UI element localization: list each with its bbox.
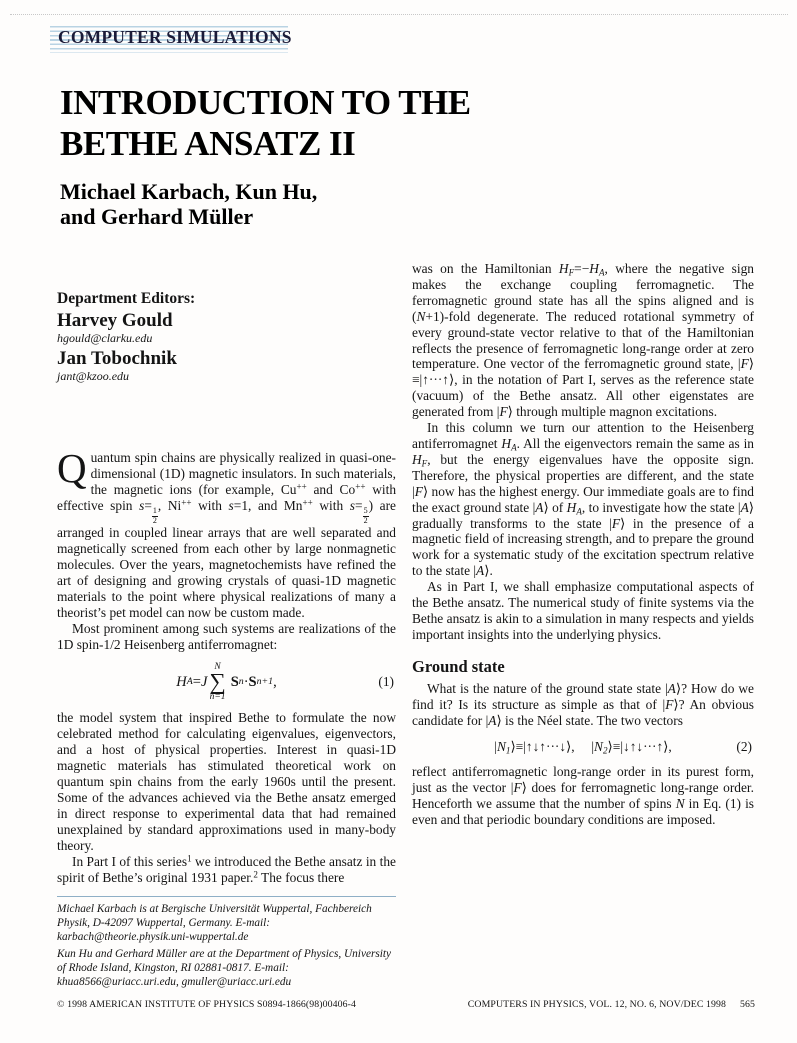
author-footnotes [57,896,396,994]
department-editors-heading: Department Editors: [57,290,196,307]
authors [60,179,317,229]
paragraph-ground-state: What is the nature of the ground state state |A⟩? How do we find it? Is its structure as simple as that of |F⟩? An obvious candidate for |A⟩ is the Néel state. The two vectors [412,680,755,728]
editor-name: Harvey Gould [57,310,173,331]
footer-copyright: © 1998 AMERICAN INSTITUTE OF PHYSICS S0894-1866(98)00406-4 [57,999,356,1010]
page-top-rule [10,14,788,15]
page-title-line2: BETHE ANSATZ II [60,124,356,163]
right-column [412,261,754,828]
left-column [57,290,396,885]
section-banner [50,26,292,53]
equation-1-body: H A = J N ∑ n=1 S n · S n+1 , [176,661,277,702]
paragraph-prominent: Most prominent among such systems are realizations of the 1D spin-1/2 Heisenberg antiferromagnet: [57,620,396,652]
authors-line2: and Gerhard Müller [60,204,254,229]
page-title [60,82,471,164]
ground-state-heading: Ground state [412,656,505,676]
summation-symbol: N ∑ n=1 [209,661,226,702]
equation-2-body: $|N_1⟩\equiv|↑↓↑\cdot\cdot\cdot↓⟩$, $|N_2⟩\equiv|↓↑↓\cdot\cdot\cdot↑⟩$, [494,739,672,757]
editor-email: jant@kzoo.edu [57,369,130,383]
department-editors [57,290,396,384]
equation-1-number: (1) [378,674,394,690]
paragraph-this-column: In this column we turn our attention to the Heisenberg antiferromagnet $H_A$. All the eigenvectors remain the same as in $H_F$, but the energy eigenvalues have the opposite sign. Therefore, the physical properties are different, and the state |F⟩ now has the highest energy. Our immediate goals are to find the exact ground state |A⟩ of $H_A$, to investigate how the state |A⟩ gradually transforms to the state |F⟩ in the presence of a magnetic field of increasing strength, and to prepare the ground work for a systematic study of the excitation spectrum relative to the state |A⟩. [412,420,755,579]
paragraph-neel-order: reflect antiferromagnetic long-range order in its purest form, just as the vector |F⟩ does for ferromagnetic long-range order. Henceforth we assume that the number of spins N in Eq. (1) is even and that periodic boundary conditions are imposed. [412,764,755,828]
paragraph-hamiltonian: was on the Hamiltonian $H_F=-H_A$, where the negative sign makes the exchange coupling ferromagnetic. The ferromagnetic ground state has all the spins aligned and is (N+1)-fold degenerate. The reduced rotational symmetry of every ground-state vector relative to that of the Hamiltonian reflects the presence of ferromagnetic long-range order at zero temperature. One vector of the ferromagnetic ground state, |F⟩≡|↑···↑⟩, in the notation of Part I, serves as the reference state (vacuum) of the Bethe ansatz. All other eigenstates are generated from |F⟩ through multiple magnon excitations. [412,261,754,420]
dropcap-q: Q [57,445,87,491]
authors-line1: Michael Karbach, Kun Hu, [60,179,318,204]
footnote-rule [57,896,396,897]
equation-1 [57,660,396,704]
section-banner-label: COMPUTER SIMULATIONS [58,27,292,47]
equation-2 [412,734,754,760]
footnote-hu-muller: Kun Hu and Gerhard Müller are at the Department of Physics, University of Rhode Island, Kingston, RI 02881-0817. E-mail: khua8566@uriacc.uri.edu, gmuller@uriacc.uri.edu [57,948,392,988]
editor-email: hgould@clarku.edu [57,331,153,345]
paragraph-part-one: In Part I of this series$^1$ we introduced the Bethe ansatz in the spirit of Bethe’s original 1931 paper.$^2$ The focus there [57,853,396,885]
footnote-karbach: Michael Karbach is at Bergische Universität Wuppertal, Fachbereich Physik, D-42097 Wuppertal, Germany. E-mail: karbach@theorie.physik.uni-wuppertal.de [57,903,372,943]
editor-name: Jan Tobochnik [57,348,177,369]
paragraph-intro [57,445,397,621]
page-number: 565 [740,999,755,1010]
page-footer [57,999,755,1010]
paragraph-intro-text: uantum spin chains are physically realized in quasi-one-dimensional (1D) magnetic insulators. In such materials, the magnetic ions (for example, Cu++ and Co++ with effective spin s= $\frac{1}{2}$ , Ni++ with s=1, and Mn++ with s= $\frac{5}{2}$ ) are arranged in coupled linear arrays that are well separated and magnetically screened from each other by large nonmagnetic molecules. Over the years, magnetochemists have refined the art of designing and growing crystals of quasi-1D magnetic materials to the point where physical realizations of many a theorist’s pet model can now be custom made. [57,450,397,620]
paragraph-computational: As in Part I, we shall emphasize computational aspects of the Bethe ansatz. The numerical study of finite systems via the Bethe ansatz is akin to a simulation in many respects and yields important insights into the underlying physics. [412,579,754,642]
footer-journal-info: COMPUTERS IN PHYSICS, VOL. 12, NO. 6, NOV/DEC 1998 565 [467,999,755,1010]
page-title-line1: INTRODUCTION TO THE [60,83,471,122]
paragraph-model-system: the model system that inspired Bethe to formulate the now celebrated method for calculating eigenvalues, eigenvectors, and a host of physical properties. Interest in quasi-1D magnetic materials has stimulated theoretical work on quantum spin chains from the early 1960s until the present. Some of the advances achieved via the Bethe ansatz emerged in direct response to experimental data that had remained unexplained by standard approximations used in many-body theory. [57,710,396,853]
equation-2-number: (2) [736,739,752,755]
